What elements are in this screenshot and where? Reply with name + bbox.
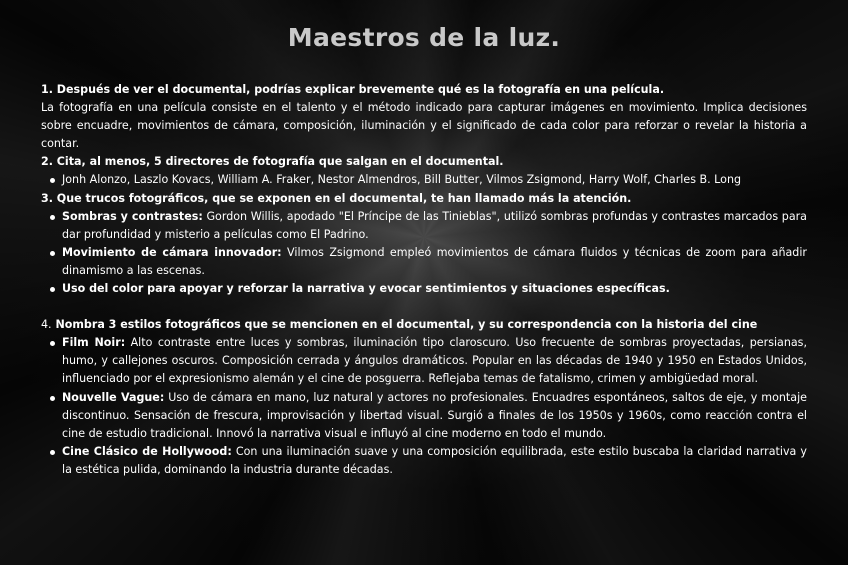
question-1: 1. Después de ver el documental, podrías explicar brevemente qué es la fotografía en una película. — [41, 83, 665, 96]
answer-4-list — [41, 334, 807, 479]
list-item — [62, 208, 807, 244]
question-2: 2. Cita, al menos, 5 directores de fotografía que salgan en el documental. — [41, 155, 504, 169]
spacer — [41, 298, 807, 316]
item-text: Alto contraste entre luces y sombras, iluminación tipo claroscuro. Uso frecuente de sombras proyectadas, persianas, humo, y callejones oscuros. Composición cerrada y ángulos dramáticos. Popular en las décadas de 1940 y 1950 en Estados Unidos, influenciado por el expresionismo alemán y el cine de posguerra. Reflejaba temas de fatalismo, crimen y ambigüedad moral. — [62, 336, 807, 386]
questionnaire — [41, 81, 807, 479]
list-item: Jonh Alonzo, Laszlo Kovacs, William A. Fraker, Nestor Almendros, Bill Butter, Vilmos Zsigmond, Harry Wolf, Charles B. Long — [62, 171, 807, 189]
item-label: Film Noir: — [62, 336, 126, 350]
item-label: Movimiento de cámara innovador: — [62, 245, 282, 259]
question-3: 3. Que trucos fotográficos, que se exponen en el documental, te han llamado más la atención. — [41, 191, 632, 205]
list-item — [62, 244, 807, 280]
item-label: Sombras y contrastes: — [62, 209, 203, 223]
item-label: Cine Clásico de Hollywood: — [62, 444, 232, 458]
item-text: Vilmos Zsigmond empleó movimientos de cámara fluidos y técnicas de zoom para añadir dinamismo a las escenas. — [62, 245, 807, 277]
item-text: Uso de cámara en mano, luz natural y actores no profesionales. Encuadres espontáneos, saltos de eje, y montaje discontinuo. Sensación de frescura, improvisación y libertad visual. Surgió a finales de los 1950s y 1960s, como reacción contra el cine de estudio tradicional. Innovó la narrativa visual e influyó al cine moderno en todo el mundo. — [62, 390, 807, 440]
question-4 — [41, 316, 807, 334]
answer-2-list — [41, 171, 807, 189]
page-title: Maestros de la luz. — [287, 23, 561, 52]
question-4-number: 4. — [41, 318, 52, 332]
answer-3-list — [41, 208, 807, 298]
list-item — [62, 334, 807, 388]
list-item — [62, 280, 807, 298]
document-body — [41, 0, 807, 479]
item-text: Gordon Willis, apodado "El Príncipe de las Tinieblas", utilizó sombras profundas y contrastes marcados para dar profundidad y misterio a películas como El Padrino. — [62, 209, 807, 241]
list-item — [62, 389, 807, 443]
item-text: Con una iluminación suave y una composición equilibrada, este estilo buscaba la claridad narrativa y la estética pulida, dominando la industria durante décadas. — [62, 444, 807, 476]
list-item — [62, 443, 807, 479]
answer-1: La fotografía en una película consiste en el talento y el método indicado para capturar imágenes en movimiento. Implica decisiones sobre encuadre, movimientos de cámara, composición, iluminación y el significado de cada color para reforzar o revelar la historia a contar. — [41, 101, 807, 151]
item-label: Uso del color para apoyar y reforzar la narrativa y evocar sentimientos y situaciones específicas. — [62, 282, 670, 296]
item-label: Nouvelle Vague: — [62, 390, 165, 404]
question-4-text: Nombra 3 estilos fotográficos que se mencionen en el documental, y su correspondencia con la historia del cine — [51, 318, 758, 332]
